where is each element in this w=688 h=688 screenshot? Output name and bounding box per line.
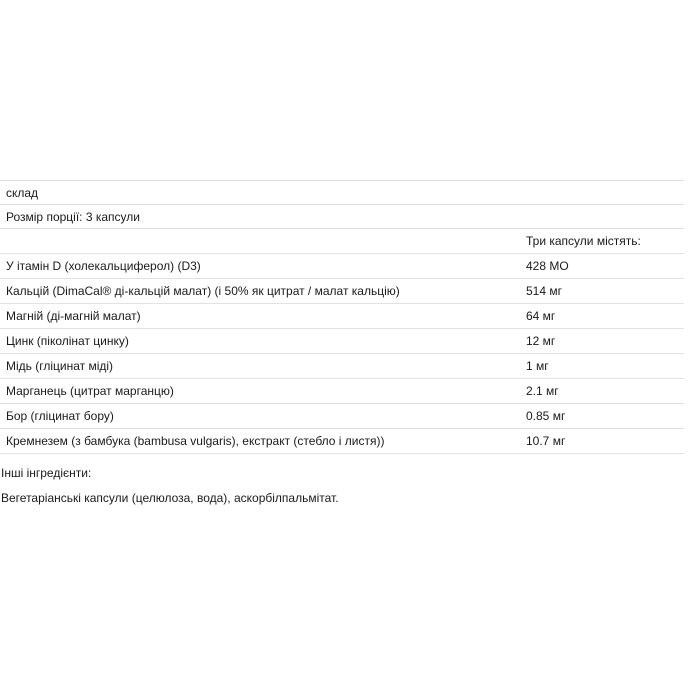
ingredient-amount: 10.7 мг — [526, 434, 566, 448]
ingredient-amount: 64 мг — [526, 309, 556, 323]
ingredient-amount: 428 МО — [526, 259, 569, 273]
other-ingredients-title: Інші інгредієнти: — [1, 466, 92, 480]
composition-heading-row — [0, 181, 684, 205]
ingredient-name: Марганець (цитрат марганцю) — [6, 384, 174, 398]
composition-table — [0, 180, 684, 454]
table-row — [0, 354, 684, 379]
ingredient-name: Бор (гліцинат бору) — [6, 409, 114, 423]
table-row — [0, 254, 684, 279]
ingredient-amount: 2.1 мг — [526, 384, 559, 398]
table-row — [0, 404, 684, 429]
other-ingredients-text: Вегетаріанські капсули (целюлоза, вода), аскорбілпальмітат. — [1, 491, 339, 505]
ingredient-amount: 514 мг — [526, 284, 562, 298]
ingredient-name: Магній (ді-магній малат) — [6, 309, 141, 323]
ingredient-amount: 0.85 мг — [526, 409, 566, 423]
amount-header-row — [0, 229, 684, 254]
table-row — [0, 379, 684, 404]
ingredient-amount: 1 мг — [526, 359, 549, 373]
ingredient-name: Кальцій (DimaCal® ді-кальцій малат) (і 50% як цитрат / малат кальцію) — [6, 284, 400, 298]
table-row — [0, 429, 684, 454]
ingredient-amount: 12 мг — [526, 334, 556, 348]
table-row — [0, 304, 684, 329]
serving-size: Розмір порції: 3 капсули — [6, 210, 140, 224]
table-row — [0, 279, 684, 304]
table-row — [0, 329, 684, 354]
composition-heading: склад — [6, 186, 39, 200]
ingredient-name: Цинк (піколінат цинку) — [6, 334, 129, 348]
serving-size-row — [0, 205, 684, 229]
ingredient-name: Мідь (гліцинат міді) — [6, 359, 114, 373]
ingredient-name: У ітамін D (холекальциферол) (D3) — [6, 259, 201, 273]
ingredient-name: Кремнезем (з бамбука (bambusa vulgaris), екстракт (стебло і листя)) — [6, 434, 385, 448]
amount-header: Три капсули містять: — [526, 234, 641, 248]
